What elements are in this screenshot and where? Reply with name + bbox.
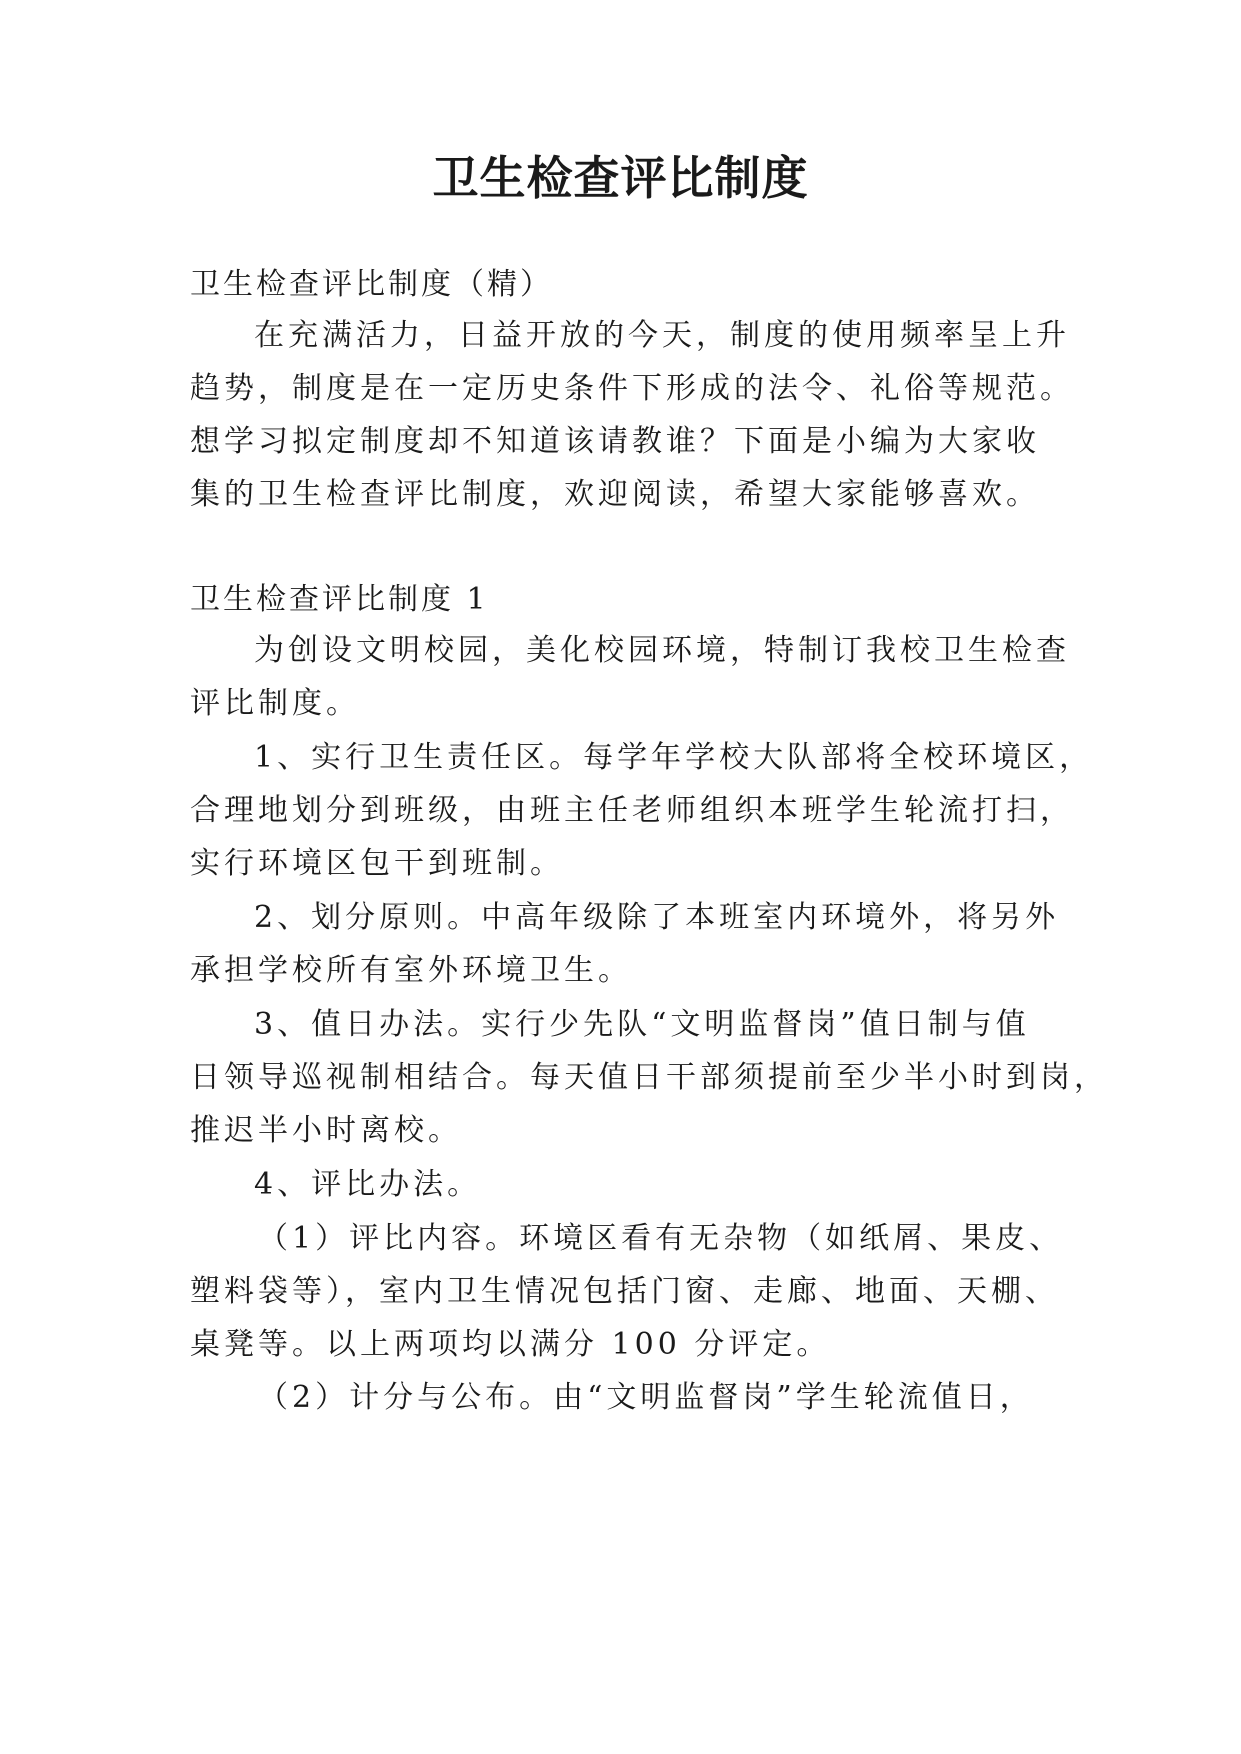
paragraph-line: 2、划分原则。中高年级除了本班室内环境外，将另外 xyxy=(254,900,1060,935)
paragraph-line: 趋势，制度是在一定历史条件下形成的法令、礼俗等规范。 xyxy=(190,371,1074,406)
paragraph-line: 推迟半小时离校。 xyxy=(190,1113,462,1148)
paragraph-line: 承担学校所有室外环境卫生。 xyxy=(190,953,632,988)
paragraph-line: 为创设文明校园，美化校园环境，特制订我校卫生检查 xyxy=(254,633,1070,668)
paragraph-line: 3、值日办法。实行少先队“文明监督岗”值日制与值 xyxy=(254,1007,1030,1042)
paragraph-line: 1、实行卫生责任区。每学年学校大队部将全校环境区， xyxy=(254,740,1094,775)
document-title: 卫生检查评比制度 xyxy=(432,151,809,205)
paragraph-line: 在充满活力，日益开放的今天，制度的使用频率呈上升 xyxy=(254,318,1070,353)
paragraph-line: 4、评比办法。 xyxy=(254,1167,482,1202)
paragraph-line: （2）计分与公布。由“文明监督岗”学生轮流值日， xyxy=(258,1380,1034,1415)
paragraph-line: 想学习拟定制度却不知道该请教谁？下面是小编为大家收 xyxy=(190,424,1040,459)
section-heading-intro: 卫生检查评比制度（精） xyxy=(190,267,553,302)
paragraph-line: 日领导巡视制相结合。每天值日干部须提前至少半小时到岗， xyxy=(190,1060,1108,1095)
section-heading-1: 卫生检查评比制度 1 xyxy=(190,582,489,617)
paragraph-line: （1）评比内容。环境区看有无杂物（如纸屑、果皮、 xyxy=(258,1221,1064,1256)
paragraph-line: 实行环境区包干到班制。 xyxy=(190,846,564,881)
paragraph-line: 集的卫生检查评比制度，欢迎阅读，希望大家能够喜欢。 xyxy=(190,477,1040,512)
paragraph-line: 桌凳等。以上两项均以满分 100 分评定。 xyxy=(190,1327,831,1362)
paragraph-line: 评比制度。 xyxy=(190,686,360,721)
paragraph-line: 合理地划分到班级，由班主任老师组织本班学生轮流打扫， xyxy=(190,793,1074,828)
paragraph-line: 塑料袋等），室内卫生情况包括门窗、走廊、地面、天棚、 xyxy=(190,1274,1059,1309)
